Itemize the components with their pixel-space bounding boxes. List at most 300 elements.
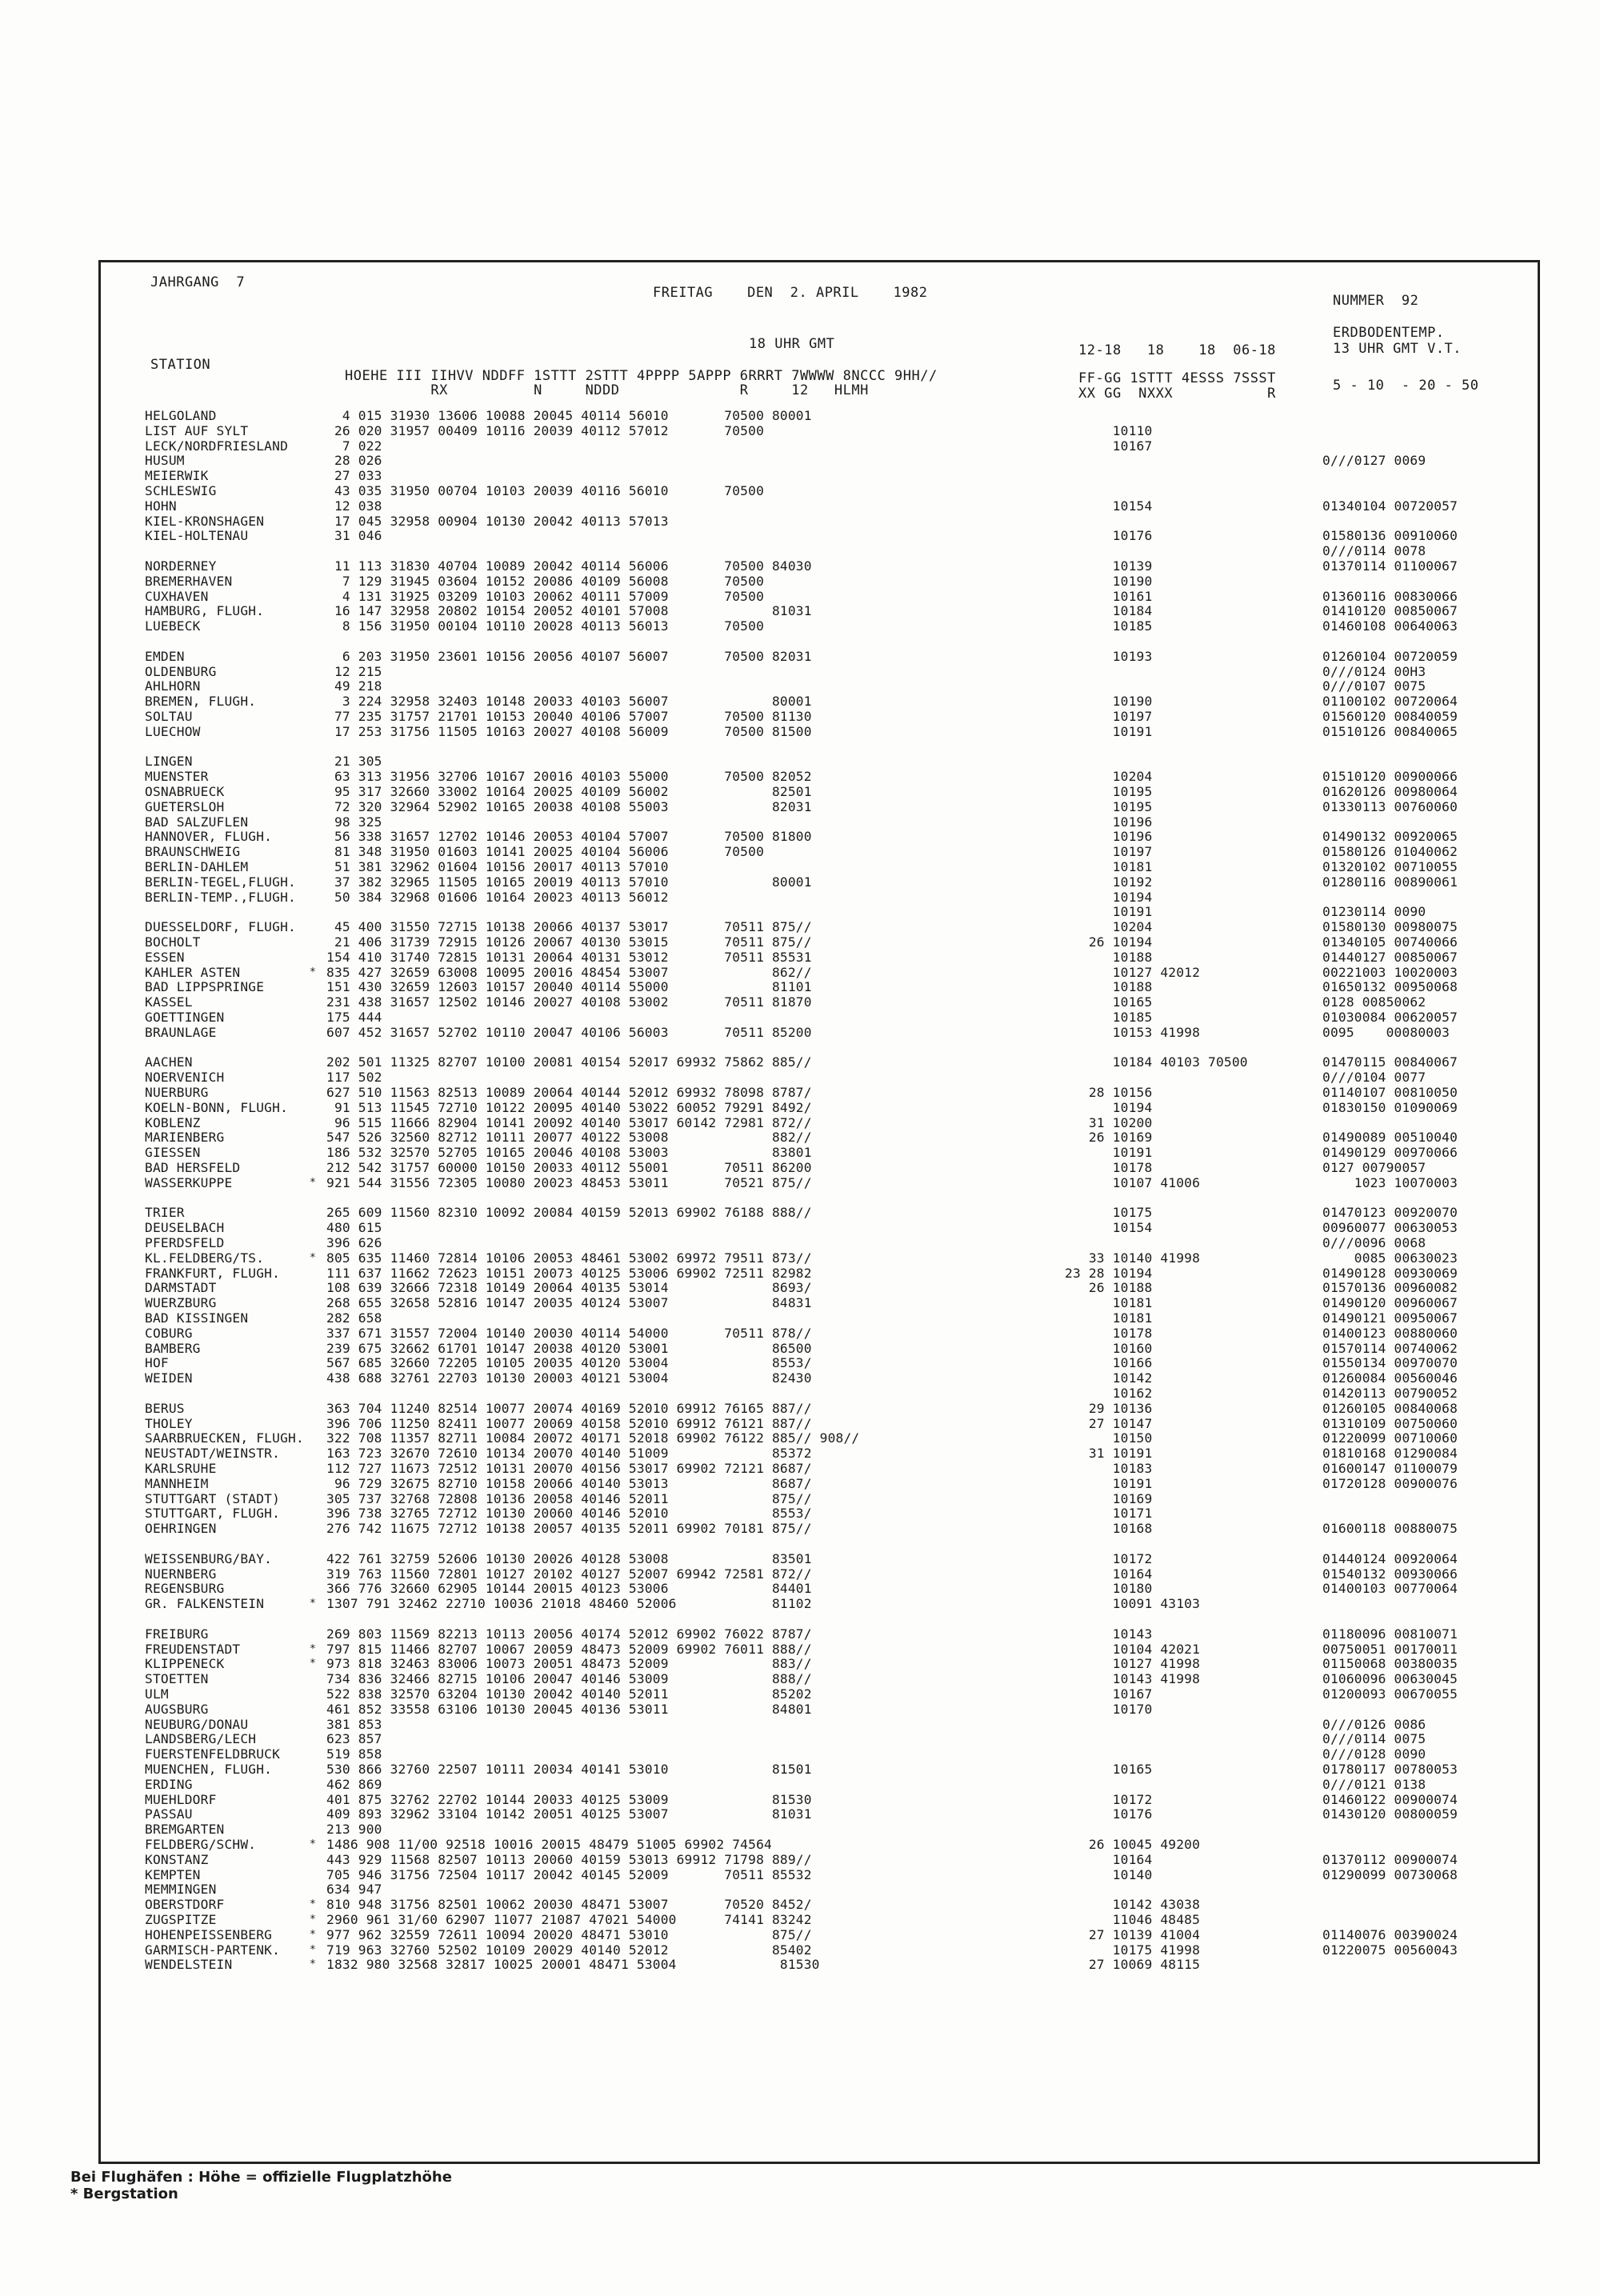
extra-groups: 10192 (1065, 874, 1153, 890)
synop-groups: 112 727 11673 72512 10131 20070 40156 53017 69902 72121 8687/ (326, 1461, 812, 1476)
mountain-marker: * (309, 1928, 317, 1941)
extra-groups: 10175 41998 (1065, 1942, 1201, 1958)
soil-temperatures: 01400103 00770064 (1322, 1581, 1458, 1597)
synop-groups: 607 452 31657 52702 10110 20047 40106 56003 70511 85200 (326, 1024, 812, 1040)
soil-temperatures: 01440124 00920064 (1322, 1550, 1458, 1566)
extra-groups: 10142 43038 (1065, 1897, 1201, 1913)
synop-groups: 973 818 32463 83006 10073 20051 48473 52009 883// (326, 1656, 812, 1672)
time-group: 18 UHR GMT (749, 336, 835, 352)
soil-temperatures: 01490129 00970066 (1322, 1145, 1458, 1161)
extra-groups: 10194 (1065, 1099, 1153, 1115)
extra-groups: 10194 (1065, 889, 1153, 905)
extra-groups: 10172 (1065, 1791, 1153, 1807)
station-name: WASSERKUPPE (145, 1174, 233, 1190)
extra-groups: 10196 (1065, 814, 1153, 830)
extra-groups: 10167 (1065, 438, 1153, 454)
synop-groups: 319 763 11560 72801 10127 20102 40127 52007 69942 72581 872// (326, 1566, 812, 1582)
extra-groups: 10140 (1065, 1866, 1153, 1882)
synop-groups: 265 609 11560 82310 10092 20084 40159 52013 69902 76188 888// (326, 1205, 812, 1221)
synop-groups: 7 129 31945 03604 10152 20086 40109 56008 70500 (326, 573, 765, 589)
synop-groups: 213 900 (326, 1822, 382, 1838)
station-name: BERLIN-TEGEL,FLUGH. (145, 874, 296, 890)
soil-temperatures: 01220075 00560043 (1322, 1942, 1458, 1958)
synop-groups: 422 761 32759 52606 10130 20026 40128 53008 83501 (326, 1550, 812, 1566)
extra-groups: 10168 (1065, 1521, 1153, 1537)
station-name: KARLSRUHE (145, 1461, 217, 1476)
soil-temperatures: 01580130 00980075 (1322, 919, 1458, 935)
synop-groups: 462 869 (326, 1776, 382, 1792)
station-name: BAD HERSFELD (145, 1160, 241, 1175)
synop-groups: 95 317 32660 33002 10164 20025 40109 56002 82501 (326, 784, 812, 799)
soil-temperatures: 01430120 00800059 (1322, 1806, 1458, 1822)
station-name: DEUSELBACH (145, 1220, 225, 1236)
station-name: WUERZBURG (145, 1295, 217, 1311)
synop-groups: 28 026 (326, 453, 382, 469)
extra-groups: 10178 (1065, 1160, 1153, 1175)
soil-temperatures: 01810168 01290084 (1322, 1446, 1458, 1462)
soil-temperatures: 0095 00080003 (1322, 1024, 1450, 1040)
volume-label: JAHRGANG 7 (150, 274, 246, 290)
station-name: HOHENPEISSENBERG (145, 1926, 273, 1942)
soil-temperatures: 01440127 00850067 (1322, 949, 1458, 965)
station-name: BERUS (145, 1400, 185, 1416)
station-name: NUERNBERG (145, 1566, 217, 1582)
synop-groups: 461 852 33558 63106 10130 20045 40136 53011 84801 (326, 1701, 812, 1717)
synop-groups: 17 253 31756 11505 10163 20027 40108 56009 70500 81500 (326, 723, 812, 739)
station-name: HOF (145, 1355, 169, 1371)
synop-groups: 12 215 (326, 663, 382, 679)
synop-groups: 63 313 31956 32706 10167 20016 40103 55000 70500 82052 (326, 769, 812, 785)
station-name: NEUSTADT/WEINSTR. (145, 1446, 281, 1462)
extra-groups: 10190 (1065, 694, 1153, 710)
station-name: MEMMINGEN (145, 1882, 217, 1898)
synop-groups: 366 776 32660 62905 10144 20015 40123 53006 84401 (326, 1581, 812, 1597)
soil-depths: 5 - 10 - 20 - 50 (1333, 378, 1479, 394)
extra-groups: 10197 (1065, 844, 1153, 860)
extra-groups: 10104 42021 (1065, 1641, 1201, 1657)
station-name: ULM (145, 1686, 169, 1702)
station-name: BERLIN-DAHLEM (145, 859, 249, 874)
synop-groups: 268 655 32658 52816 10147 20035 40124 53007 84831 (326, 1295, 812, 1311)
soil-temperatures: 01650132 00950068 (1322, 979, 1458, 995)
synop-groups: 72 320 32964 52902 10165 20038 40108 55003 82031 (326, 798, 812, 814)
soil-temperatures: 01320102 00710055 (1322, 859, 1458, 874)
soil-temperatures: 01340105 00740066 (1322, 934, 1458, 950)
synop-groups: 11 113 31830 40704 10089 20042 40114 56006 70500 84030 (326, 558, 812, 574)
synop-groups: 8 156 31950 00104 10110 20028 40113 56013 70500 (326, 618, 765, 634)
station-name: KEMPTEN (145, 1866, 201, 1882)
soil-temperatures: 01030084 00620057 (1322, 1010, 1458, 1025)
soil-temperatures: 0///0128 0090 (1322, 1746, 1426, 1762)
station-name: HOHN (145, 498, 177, 514)
soil-temperatures: 01570136 00960082 (1322, 1280, 1458, 1296)
station-name: SCHLESWIG (145, 483, 217, 498)
station-name: LINGEN (145, 754, 193, 770)
extra-groups: 28 10156 (1065, 1085, 1153, 1100)
station-name: MEIERWIK (145, 468, 209, 484)
soil-temperatures: 01550134 00970070 (1322, 1355, 1458, 1371)
station-name: BOCHOLT (145, 934, 201, 950)
extra-groups: 26 10169 (1065, 1130, 1153, 1146)
station-column-header: STATION (150, 357, 211, 373)
soil-temperatures: 01260084 00560046 (1322, 1370, 1458, 1386)
synop-groups: 921 544 31556 72305 10080 20023 48453 53011 70521 875// (326, 1174, 812, 1190)
extra-groups: 10127 41998 (1065, 1656, 1201, 1672)
station-name: EMDEN (145, 648, 185, 664)
extra-groups: 10181 (1065, 859, 1153, 874)
synop-groups: 1486 908 11/00 92518 10016 20015 48479 51005 69902 74564 (326, 1837, 772, 1852)
extra-groups: 33 10140 41998 (1065, 1250, 1201, 1266)
station-name: KL.FELDBERG/TS. (145, 1250, 265, 1266)
extra-groups: 10191 (1065, 1145, 1153, 1161)
station-name: AACHEN (145, 1054, 193, 1070)
mountain-marker: * (309, 1658, 317, 1670)
synop-groups: 322 708 11357 82711 10084 20072 40171 52018 69902 76122 885// 908// (326, 1430, 860, 1446)
extra-groups: 10162 (1065, 1386, 1153, 1401)
station-name: BAMBERG (145, 1340, 201, 1356)
station-name: FREUDENSTADT (145, 1641, 241, 1657)
extra-groups: 10150 (1065, 1430, 1153, 1446)
extra-groups: 10160 (1065, 1340, 1153, 1356)
station-name: AUGSBURG (145, 1701, 209, 1717)
footnote-airport: Bei Flughäfen : Höhe = offizielle Flugplatzhöhe (70, 2169, 452, 2186)
extra-groups: 10142 (1065, 1370, 1153, 1386)
synop-groups: 91 513 11545 72710 10122 20095 40140 53022 60052 79291 8492/ (326, 1099, 812, 1115)
mountain-marker: * (309, 1914, 317, 1926)
extra-groups: 27 10139 41004 (1065, 1926, 1201, 1942)
synop-groups: 81 348 31950 01603 10141 20025 40104 56006 70500 (326, 844, 765, 860)
extra-groups: 10153 41998 (1065, 1024, 1201, 1040)
mountain-marker: * (309, 1642, 317, 1655)
soil-temperatures: 01600147 01100079 (1322, 1461, 1458, 1476)
column-codes-1: HOEHE III IIHVV NDDFF 1STTT 2STTT 4PPPP 5APPP 6RRRT 7WWWW 8NCCC 9HH// (345, 368, 938, 384)
extra-groups: 10178 (1065, 1325, 1153, 1341)
extra-groups: 10164 (1065, 1851, 1153, 1867)
extra-groups: 10188 (1065, 949, 1153, 965)
station-name: MUENSTER (145, 769, 209, 785)
station-name: FREIBURG (145, 1626, 209, 1642)
station-name: GIESSEN (145, 1145, 201, 1161)
synop-groups: 438 688 32761 22703 10130 20003 40121 53004 82430 (326, 1370, 812, 1386)
soil-temperatures: 01140076 00390024 (1322, 1926, 1458, 1942)
report-table (98, 260, 1540, 2164)
synop-groups: 77 235 31757 21701 10153 20040 40106 57007 70500 81130 (326, 709, 812, 724)
soil-temperatures: 01490132 00920065 (1322, 829, 1458, 845)
synop-groups: 108 639 32666 72318 10149 20064 40135 53014 8693/ (326, 1280, 812, 1296)
extra-groups: 10161 (1065, 588, 1153, 604)
synop-groups: 305 737 32768 72808 10136 20058 40146 52011 875// (326, 1490, 812, 1506)
soil-temperatures: 00960077 00630053 (1322, 1220, 1458, 1236)
soil-temperatures: 0///0114 0075 (1322, 1731, 1426, 1747)
soil-temperatures: 01340104 00720057 (1322, 498, 1458, 514)
soil-temperatures: 01570114 00740062 (1322, 1340, 1458, 1356)
soil-temperatures: 0///0121 0138 (1322, 1776, 1426, 1792)
extra-groups: 10191 (1065, 723, 1153, 739)
station-name: BREMERHAVEN (145, 573, 233, 589)
soil-temperatures: 00221003 10020003 (1322, 964, 1458, 980)
synop-groups: 96 515 11666 82904 10141 20092 40140 53017 60142 72981 872// (326, 1114, 812, 1130)
synop-groups: 16 147 32958 20802 10154 20052 40101 57008 81031 (326, 603, 812, 619)
soil-temperatures: 01420113 00790052 (1322, 1386, 1458, 1401)
station-name: HUSUM (145, 453, 185, 469)
synop-groups: 117 502 (326, 1070, 382, 1086)
soil-temperatures: 01220099 00710060 (1322, 1430, 1458, 1446)
synop-groups: 977 962 32559 72611 10094 20020 48471 53010 875// (326, 1926, 812, 1942)
synop-groups: 567 685 32660 72205 10105 20035 40120 53004 8553/ (326, 1355, 812, 1371)
soil-temperatures: 01580126 01040062 (1322, 844, 1458, 860)
synop-groups: 31 046 (326, 528, 382, 544)
soil-temperatures: 01150068 00380035 (1322, 1656, 1458, 1672)
extra-groups: 10164 (1065, 1566, 1153, 1582)
issue-number: NUMMER 92 (1333, 293, 1419, 309)
extra-groups: 10175 (1065, 1205, 1153, 1221)
synop-groups: 45 400 31550 72715 10138 20066 40137 53017 70511 875// (326, 919, 812, 935)
soil-temperatures: 01410120 00850067 (1322, 603, 1458, 619)
soil-temperatures: 01780117 00780053 (1322, 1762, 1458, 1777)
mountain-marker: * (309, 1898, 317, 1911)
station-name: GUETERSLOH (145, 798, 225, 814)
extra-groups: 27 10069 48115 (1065, 1957, 1201, 1973)
station-name: PASSAU (145, 1806, 193, 1822)
station-name: BREMEN, FLUGH. (145, 694, 257, 710)
soil-temperatures: 00750051 00170011 (1322, 1641, 1458, 1657)
synop-groups: 623 857 (326, 1731, 382, 1747)
extra-groups: 27 10147 (1065, 1415, 1153, 1431)
extra-groups: 10110 (1065, 422, 1153, 438)
synop-groups: 239 675 32662 61701 10147 20038 40120 53001 86500 (326, 1340, 812, 1356)
synop-groups: 21 406 31739 72915 10126 20067 40130 53015 70511 875// (326, 934, 812, 950)
station-name: OLDENBURG (145, 663, 217, 679)
synop-groups: 27 033 (326, 468, 382, 484)
extra-groups: 10191 (1065, 1475, 1153, 1491)
extra-groups: 10181 (1065, 1295, 1153, 1311)
extra-groups: 10172 (1065, 1550, 1153, 1566)
extra-groups: 10184 40103 70500 (1065, 1054, 1248, 1070)
extra-groups: 10143 (1065, 1626, 1153, 1642)
extra-groups: 10193 (1065, 648, 1153, 664)
soil-temp-subtitle: 13 UHR GMT V.T. (1333, 341, 1462, 357)
soil-temperatures: 01360116 00830066 (1322, 588, 1458, 604)
soil-temperatures: 01180096 00810071 (1322, 1626, 1458, 1642)
station-name: DUESSELDORF, FLUGH. (145, 919, 296, 935)
extra-groups: 31 10200 (1065, 1114, 1153, 1130)
extra-groups: 10183 (1065, 1461, 1153, 1476)
synop-groups: 547 526 32560 82712 10111 20077 40122 53008 882// (326, 1130, 812, 1146)
extra-groups: 10185 (1065, 1010, 1153, 1025)
station-name: COBURG (145, 1325, 193, 1341)
soil-temperatures: 01600118 00880075 (1322, 1521, 1458, 1537)
extra-groups: 10167 (1065, 1686, 1153, 1702)
soil-temperatures: 1023 10070003 (1322, 1174, 1458, 1190)
synop-groups: 835 427 32659 63008 10095 20016 48454 53007 862// (326, 964, 812, 980)
extra-groups: 10127 42012 (1065, 964, 1201, 980)
station-name: THOLEY (145, 1415, 193, 1431)
synop-groups: 50 384 32968 01606 10164 20023 40113 56012 (326, 889, 669, 905)
station-name: BRAUNLAGE (145, 1024, 217, 1040)
footnote-mountain-station: * Bergstation (70, 2186, 178, 2202)
synop-groups: 37 382 32965 11505 10165 20019 40113 57010 80001 (326, 874, 812, 890)
synop-groups: 519 858 (326, 1746, 382, 1762)
synop-groups: 21 305 (326, 754, 382, 770)
mountain-marker: * (309, 1598, 317, 1610)
column-codes-2: RX N NDDD R 12 HLMH (345, 382, 869, 398)
station-name: REGENSBURG (145, 1581, 225, 1597)
mountain-marker: * (309, 1958, 317, 1971)
extra-groups: 10196 (1065, 829, 1153, 845)
station-name: OEHRINGEN (145, 1521, 217, 1537)
mountain-marker: * (309, 1176, 317, 1189)
extra-groups: 10091 43103 (1065, 1596, 1201, 1612)
synop-groups: 49 218 (326, 678, 382, 694)
soil-temperatures: 01370112 00900074 (1322, 1851, 1458, 1867)
soil-temperatures: 01510126 00840065 (1322, 723, 1458, 739)
station-name: BERLIN-TEMP.,FLUGH. (145, 889, 296, 905)
soil-temperatures: 01460122 00900074 (1322, 1791, 1458, 1807)
station-name: MUENCHEN, FLUGH. (145, 1762, 273, 1777)
synop-groups: 7 022 (326, 438, 382, 454)
soil-temperatures: 01200093 00670055 (1322, 1686, 1458, 1702)
soil-temperatures: 01720128 00900076 (1322, 1475, 1458, 1491)
station-name: KLIPPENECK (145, 1656, 225, 1672)
synop-groups: 276 742 11675 72712 10138 20057 40135 52011 69902 70181 875// (326, 1521, 812, 1537)
synop-groups: 396 738 32765 72712 10130 20060 40146 52010 8553/ (326, 1506, 812, 1522)
synop-groups: 480 615 (326, 1220, 382, 1236)
station-name: NORDERNEY (145, 558, 217, 574)
synop-groups: 186 532 32570 52705 10165 20046 40108 53003 83801 (326, 1145, 812, 1161)
station-name: FRANKFURT, FLUGH. (145, 1265, 281, 1281)
synop-groups: 269 803 11569 82213 10113 20056 40174 52012 69902 76022 8787/ (326, 1626, 812, 1642)
station-name: HELGOLAND (145, 408, 217, 423)
soil-temperatures: 01140107 00810050 (1322, 1085, 1458, 1100)
synop-groups: 111 637 11662 72623 10151 20073 40125 53006 69902 72511 82982 (326, 1265, 812, 1281)
soil-temperatures: 01830150 01090069 (1322, 1099, 1458, 1115)
station-name: KOBLENZ (145, 1114, 201, 1130)
station-name: KASSEL (145, 994, 193, 1010)
soil-temperatures: 01460108 00640063 (1322, 618, 1458, 634)
extra-groups: 10181 (1065, 1310, 1153, 1326)
synop-groups: 734 836 32466 82715 10106 20047 40146 53009 888// (326, 1671, 812, 1687)
date-title: FREITAG DEN 2. APRIL 1982 (653, 285, 928, 301)
soil-temperatures: 01330113 00760060 (1322, 798, 1458, 814)
soil-temperatures: 01060096 00630045 (1322, 1671, 1458, 1687)
synop-groups: 634 947 (326, 1882, 382, 1898)
station-name: KONSTANZ (145, 1851, 209, 1867)
synop-groups: 4 131 31925 03209 10103 20062 40111 57009 70500 (326, 588, 765, 604)
mountain-marker: * (309, 1943, 317, 1956)
synop-groups: 381 853 (326, 1716, 382, 1732)
soil-temperatures: 01540132 00930066 (1322, 1566, 1458, 1582)
extra-groups: 10188 (1065, 979, 1153, 995)
station-name: GR. FALKENSTEIN (145, 1596, 265, 1612)
extra-groups: 10166 (1065, 1355, 1153, 1371)
extra-groups: 10204 (1065, 919, 1153, 935)
station-name: BRAUNSCHWEIG (145, 844, 241, 860)
station-name: LANDSBERG/LECH (145, 1731, 257, 1747)
station-name: DARMSTADT (145, 1280, 217, 1296)
station-name: ZUGSPITZE (145, 1912, 217, 1927)
extra-groups: 10204 (1065, 769, 1153, 785)
synop-groups: 805 635 11460 72814 10106 20053 48461 53002 69972 79511 873// (326, 1250, 812, 1266)
soil-temperatures: 0///0127 0069 (1322, 453, 1426, 469)
extra-groups: 10139 (1065, 558, 1153, 574)
soil-temperatures: 01490120 00960067 (1322, 1295, 1458, 1311)
synop-groups: 1832 980 32568 32817 10025 20001 48471 53004 81530 (326, 1957, 820, 1973)
extra-groups: 10176 (1065, 528, 1153, 544)
synop-groups: 202 501 11325 82707 10100 20081 40154 52017 69932 75862 885// (326, 1054, 812, 1070)
synop-groups: 163 723 32670 72610 10134 20070 40140 51009 85372 (326, 1446, 812, 1462)
extra-groups: 23 28 10194 (1065, 1265, 1153, 1281)
synop-groups: 151 430 32659 12603 10157 20040 40114 55000 81101 (326, 979, 812, 995)
mountain-marker: * (309, 1838, 317, 1850)
soil-temperatures: 01230114 0090 (1322, 904, 1426, 920)
station-name: HAMBURG, FLUGH. (145, 603, 265, 619)
station-name: KAHLER ASTEN (145, 964, 241, 980)
extra-groups: 10154 (1065, 498, 1153, 514)
soil-temperatures: 01490089 00510040 (1322, 1130, 1458, 1146)
station-name: STOETTEN (145, 1671, 209, 1687)
station-name: LECK/NORDFRIESLAND (145, 438, 289, 454)
mountain-marker: * (309, 1251, 317, 1264)
soil-temperatures: 0///0107 0075 (1322, 678, 1426, 694)
synop-groups: 43 035 31950 00704 10103 20039 40116 56010 70500 (326, 483, 765, 498)
soil-temperatures: 01260105 00840068 (1322, 1400, 1458, 1416)
station-name: KIEL-KRONSHAGEN (145, 513, 265, 529)
soil-temperatures: 01290099 00730068 (1322, 1866, 1458, 1882)
station-name: FELDBERG/SCHW. (145, 1837, 257, 1852)
synop-groups: 96 729 32675 82710 10158 20066 40140 53013 8687/ (326, 1475, 812, 1491)
soil-temperatures: 01560120 00840059 (1322, 709, 1458, 724)
synop-groups: 4 015 31930 13606 10088 20045 40114 56010 70500 80001 (326, 408, 812, 423)
extra-groups: 10154 (1065, 1220, 1153, 1236)
station-name: PFERDSFELD (145, 1235, 225, 1250)
station-name: OBERSTDORF (145, 1897, 225, 1913)
extra-groups: 10191 (1065, 904, 1153, 920)
station-name: STUTTGART (STADT) (145, 1490, 281, 1506)
station-name: CUXHAVEN (145, 588, 209, 604)
station-name: WEIDEN (145, 1370, 193, 1386)
station-name: STUTTGART, FLUGH. (145, 1506, 281, 1522)
extra-groups: 10190 (1065, 573, 1153, 589)
station-name: HANNOVER, FLUGH. (145, 829, 273, 845)
synop-groups: 3 224 32958 32403 10148 20033 40103 56007 80001 (326, 694, 812, 710)
soil-temperatures: 0///0104 0077 (1322, 1070, 1426, 1086)
extra-groups: 10180 (1065, 1581, 1153, 1597)
station-name: KIEL-HOLTENAU (145, 528, 249, 544)
station-name: BAD KISSINGEN (145, 1310, 249, 1326)
synop-groups: 719 963 32760 52502 10109 20029 40140 52012 85402 (326, 1942, 812, 1958)
extra-groups: 10195 (1065, 798, 1153, 814)
extra-groups: 10165 (1065, 994, 1153, 1010)
soil-temperatures: 01490128 00930069 (1322, 1265, 1458, 1281)
soil-temperatures: 0///0126 0086 (1322, 1716, 1426, 1732)
soil-temperatures: 01370114 01100067 (1322, 558, 1458, 574)
synop-groups: 282 658 (326, 1310, 382, 1326)
mountain-marker: * (309, 966, 317, 978)
synop-groups: 154 410 31740 72815 10131 20064 40131 53012 70511 85531 (326, 949, 812, 965)
soil-temperatures: 01580136 00910060 (1322, 528, 1458, 544)
synop-groups: 396 706 11250 82411 10077 20069 40158 52010 69912 76121 887// (326, 1415, 812, 1431)
station-name: MANNHEIM (145, 1475, 209, 1491)
station-name: BAD LIPPSPRINGE (145, 979, 265, 995)
synop-groups: 1307 791 32462 22710 10036 21018 48460 52006 81102 (326, 1596, 812, 1612)
synop-groups: 363 704 11240 82514 10077 20074 40169 52010 69912 76165 887// (326, 1400, 812, 1416)
station-name: BREMGARTEN (145, 1822, 225, 1838)
soil-temp-title: ERDBODENTEMP. (1333, 325, 1445, 341)
soil-temperatures: 01310109 00750060 (1322, 1415, 1458, 1431)
station-name: KOELN-BONN, FLUGH. (145, 1099, 289, 1115)
extra-groups: 26 10045 49200 (1065, 1837, 1201, 1852)
synop-groups: 530 866 32760 22507 10111 20034 40141 53010 81501 (326, 1762, 812, 1777)
